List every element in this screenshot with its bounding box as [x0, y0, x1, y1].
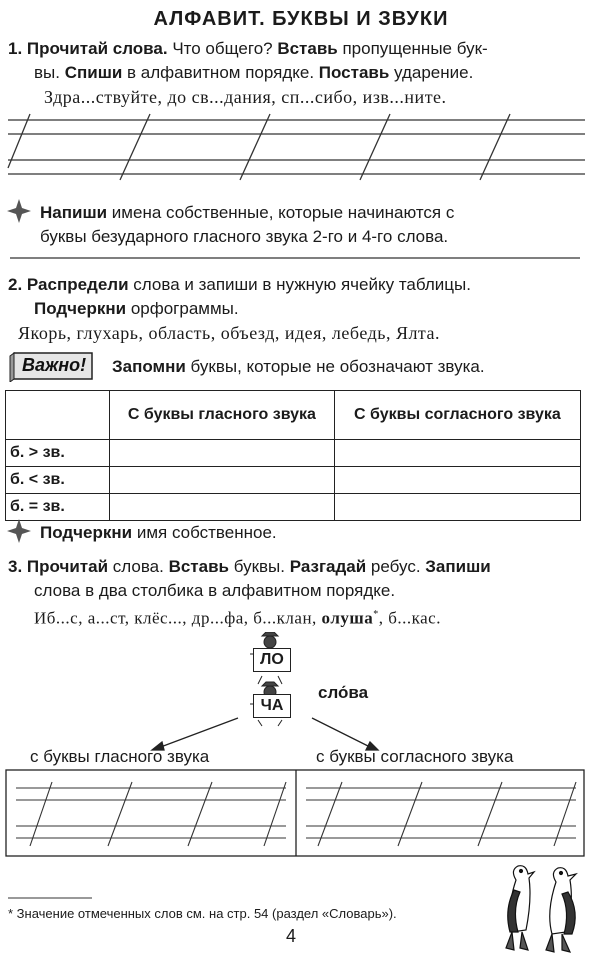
- task1-verb-stress: Поставь: [318, 63, 390, 82]
- rebus-word: сло́ва: [318, 683, 369, 702]
- task2-line2: [34, 298, 239, 320]
- task3-verb-solve: Разгадай: [289, 557, 367, 576]
- task1-number: 1.: [8, 39, 23, 58]
- task3-number: 3.: [8, 557, 23, 576]
- table-row: [6, 494, 581, 521]
- column-right-label: с буквы согласного звука: [316, 747, 514, 766]
- table-cell-input[interactable]: [334, 440, 580, 467]
- footnote-divider: [0, 896, 200, 900]
- task3-text: буквы.: [229, 557, 290, 576]
- task1b-text: имена собственные, которые начинаются с: [107, 203, 455, 222]
- task1-text: пропущенные бук-: [337, 39, 488, 58]
- task3-words-part: , б...кас.: [378, 608, 441, 628]
- figure-head-icon: [264, 636, 276, 648]
- task3-words-part: Иб...с, а...ст, клёс..., др...фа, б...клан,: [34, 608, 322, 628]
- rebus-bottom-box: ЧА: [253, 694, 291, 718]
- task1-line1: [8, 38, 488, 60]
- task3-text: слова.: [108, 557, 169, 576]
- task1-text: в алфавитном порядке.: [122, 63, 319, 82]
- row-label: б. = зв.: [6, 494, 110, 521]
- task2-words: Якорь, глухарь, область, объезд, идея, лебедь, Ялта.: [18, 323, 441, 343]
- table-cell-input[interactable]: [110, 440, 335, 467]
- important-badge: [8, 350, 96, 382]
- remember-line: [112, 356, 485, 378]
- task1-text: ударение.: [389, 63, 474, 82]
- task2-text: слова и запиши в нужную ячейку таблицы.: [128, 275, 471, 294]
- rebus-top-box: ЛО: [253, 648, 291, 672]
- footnote-star: *: [373, 609, 379, 620]
- underline-task: [40, 522, 277, 544]
- task3-verb-write: Запиши: [425, 557, 491, 576]
- column-left-label: с буквы гласного звука: [30, 747, 210, 766]
- task2-text: орфограммы.: [126, 299, 239, 318]
- task1-verb-copy: Спиши: [64, 63, 123, 82]
- task1b-verb-write: Напиши: [40, 203, 108, 222]
- table-row: [6, 467, 581, 494]
- page-title: АЛФАВИТ. БУКВЫ И ЗВУКИ: [153, 8, 449, 30]
- table-cell-input[interactable]: [334, 494, 580, 521]
- writing-columns[interactable]: [0, 768, 602, 860]
- table-cell-input[interactable]: [334, 467, 580, 494]
- answer-line[interactable]: [0, 255, 602, 261]
- task3-word-bold: олуша: [321, 608, 374, 628]
- task3-words: [34, 604, 441, 630]
- underline-text: имя собственное.: [132, 523, 277, 542]
- table-cell-input[interactable]: [110, 467, 335, 494]
- task3-verb-read: Прочитай: [26, 557, 109, 576]
- task2-line1: [8, 274, 471, 296]
- writing-lines-1[interactable]: [0, 108, 602, 188]
- row-label: б. > зв.: [6, 440, 110, 467]
- table-corner-cell: [6, 391, 110, 440]
- task2-verb-underline: Подчеркни: [34, 299, 127, 318]
- table-row: [6, 440, 581, 467]
- underline-verb: Подчеркни: [40, 523, 133, 542]
- booby-birds-icon: [496, 860, 596, 956]
- table-header-row: [6, 391, 581, 440]
- table-header-consonant: С буквы согласного звука: [334, 391, 580, 440]
- task1-text: Что общего?: [167, 39, 278, 58]
- page-number: 4: [286, 926, 297, 946]
- remember-text: буквы, которые не обозначают звука.: [185, 357, 485, 376]
- task2-verb-distribute: Распредели: [26, 275, 129, 294]
- task1b-line2: буквы безударного гласного звука 2-го и 4-го слова.: [40, 227, 449, 246]
- task1-verb-insert: Вставь: [277, 39, 338, 58]
- task1-verb-read: Прочитай слова.: [26, 39, 168, 58]
- task3-line2: слова в два столбика в алфавитном порядке.: [34, 581, 396, 600]
- important-label: Важно!: [22, 355, 87, 375]
- diamond-star-icon: [6, 198, 32, 224]
- task1-line2: [34, 62, 473, 84]
- footnote: * Значение отмеченных слов см. на стр. 54 (раздел «Словарь»).: [8, 906, 397, 921]
- remember-verb: Запомни: [112, 357, 186, 376]
- task1-text: вы.: [34, 63, 65, 82]
- table-cell-input[interactable]: [110, 494, 335, 521]
- row-label: б. < зв.: [6, 467, 110, 494]
- task2-number: 2.: [8, 275, 23, 294]
- task3-text: ребус.: [366, 557, 426, 576]
- task1b-line1: [40, 202, 454, 224]
- task3-line1: [8, 556, 491, 578]
- task3-verb-insert: Вставь: [168, 557, 229, 576]
- diamond-star-icon: [6, 518, 32, 544]
- task1-words: Здра...ствуйте, до св...дания, сп...сибо, изв...ните.: [44, 87, 447, 107]
- distribution-table: [5, 390, 581, 521]
- table-header-vowel: С буквы гласного звука: [110, 391, 335, 440]
